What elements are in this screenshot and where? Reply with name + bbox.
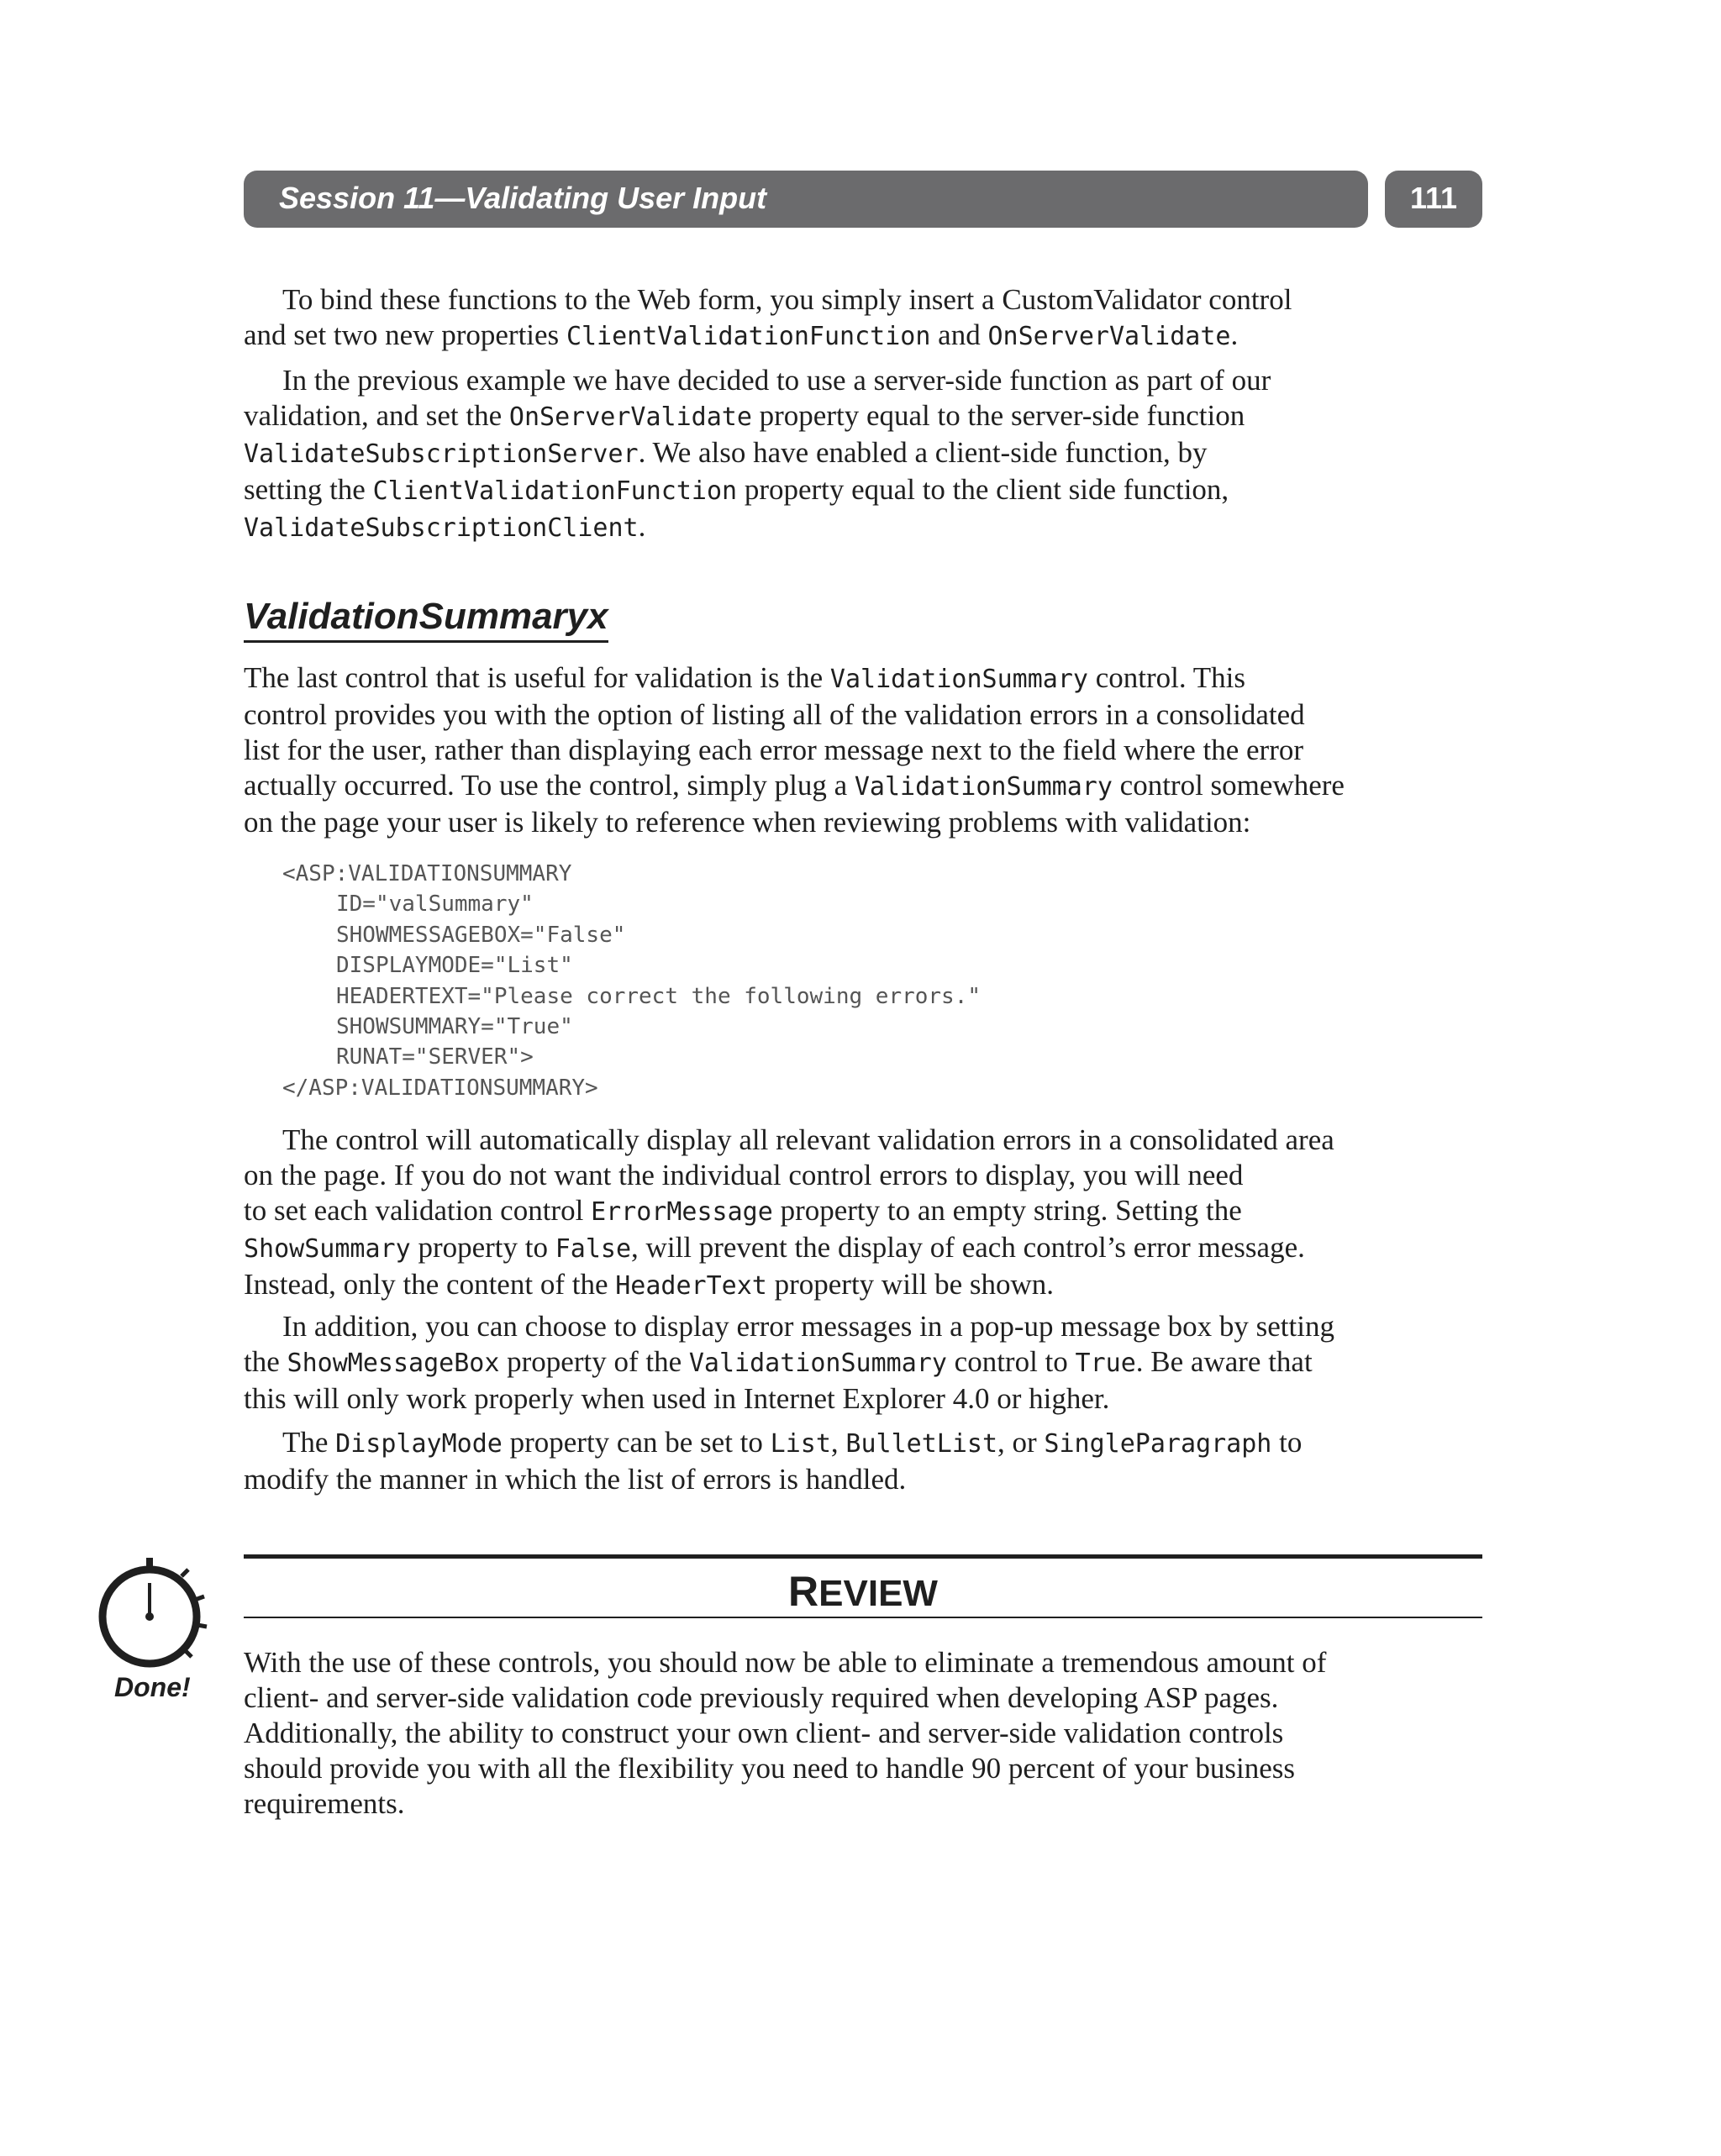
section-paragraph-1 xyxy=(244,660,1482,840)
text-line: The DisplayMode property can be set to List, BulletList, or SingleParagraph to xyxy=(282,1426,1303,1459)
code-term: List xyxy=(770,1429,831,1459)
code-term: OnServerValidate xyxy=(987,322,1231,351)
code-term: OnServerValidate xyxy=(508,402,752,432)
running-header xyxy=(244,171,1368,228)
code-term: SingleParagraph xyxy=(1044,1429,1272,1459)
text-line: Additionally, the ability to construct your own client- and server-side validation controls xyxy=(244,1717,1284,1749)
code-line: RUNAT="SERVER"> xyxy=(336,1044,534,1070)
text-line: ShowSummary property to False, will prevent the display of each control’s error message. xyxy=(244,1231,1305,1264)
code-term: ShowSummary xyxy=(244,1234,411,1264)
code-line: <ASP:VALIDATIONSUMMARY xyxy=(282,861,572,886)
code-line: DISPLAYMODE="List" xyxy=(336,953,573,979)
text-line: should provide you with all the flexibility you need to handle 90 percent of your business xyxy=(244,1752,1296,1785)
text-line: With the use of these controls, you should now be able to eliminate a tremendous amount of xyxy=(244,1646,1327,1679)
code-term: DisplayMode xyxy=(335,1429,503,1459)
text-line: setting the ClientValidationFunction property equal to the client side function, xyxy=(244,473,1229,506)
code-term: HeaderText xyxy=(615,1271,767,1301)
review-rule-bottom xyxy=(244,1617,1482,1618)
text-line: requirements. xyxy=(244,1787,405,1820)
code-line: SHOWSUMMARY="True" xyxy=(336,1014,573,1040)
section-paragraph-4 xyxy=(244,1425,1482,1497)
text-line: validation, and set the OnServerValidate property equal to the server-side function xyxy=(244,399,1245,432)
section-paragraph-3 xyxy=(244,1309,1482,1417)
code-term: ShowMessageBox xyxy=(287,1349,500,1378)
code-term: ValidationSummary xyxy=(688,1349,947,1378)
review-heading: REVIEW xyxy=(788,1568,938,1615)
code-term: ValidateSubscriptionClient xyxy=(244,513,639,543)
session-title: Session 11—Validating User Input xyxy=(279,181,767,215)
code-term: True xyxy=(1075,1349,1136,1378)
stopwatch-icon xyxy=(94,1554,212,1672)
text-line: The control will automatically display all relevant validation errors in a consolidated area xyxy=(282,1123,1334,1156)
text-line: client- and server-side validation code previously required when developing ASP pages. xyxy=(244,1681,1279,1714)
code-term: False xyxy=(555,1234,632,1264)
text-line: In addition, you can choose to display error messages in a pop-up message box by setting xyxy=(282,1310,1334,1343)
text-line: ValidateSubscriptionServer. We also have enabled a client-side function, by xyxy=(244,436,1208,469)
section-paragraph-2 xyxy=(244,1123,1482,1304)
code-term: ValidationSummary xyxy=(854,772,1113,802)
code-term: ValidateSubscriptionServer xyxy=(244,439,639,469)
page-number-box xyxy=(1385,171,1482,228)
done-label: Done! xyxy=(114,1672,191,1702)
text-line: To bind these functions to the Web form, you simply insert a CustomValidator control xyxy=(282,283,1292,316)
code-line: ID="valSummary" xyxy=(336,891,534,918)
section-heading: ValidationSummaryx xyxy=(244,595,608,643)
code-term: ClientValidationFunction xyxy=(566,322,931,351)
code-term: ClientValidationFunction xyxy=(372,476,738,506)
text-line: The last control that is useful for validation is the ValidationSummary control. This xyxy=(244,661,1245,694)
page-number: 111 xyxy=(1409,181,1458,215)
code-term: ValidationSummary xyxy=(829,665,1088,694)
text-line: list for the user, rather than displaying each error message next to the field where the error xyxy=(244,734,1304,766)
text-line: on the page. If you do not want the individual control errors to display, you will need xyxy=(244,1159,1244,1191)
code-line: SHOWMESSAGEBOX="False" xyxy=(336,922,626,948)
code-line: HEADERTEXT="Please correct the following errors." xyxy=(336,983,982,1009)
code-line: </ASP:VALIDATIONSUMMARY> xyxy=(282,1075,598,1101)
text-line: Instead, only the content of the HeaderText property will be shown. xyxy=(244,1268,1055,1301)
review-paragraph xyxy=(244,1645,1482,1822)
text-line: control provides you with the option of listing all of the validation errors in a consolidated xyxy=(244,698,1305,731)
code-term: ErrorMessage xyxy=(591,1197,773,1227)
text-line: modify the manner in which the list of errors is handled. xyxy=(244,1463,907,1496)
text-line: on the page your user is likely to reference when reviewing problems with validation: xyxy=(244,806,1251,839)
text-line: actually occurred. To use the control, simply plug a ValidationSummary control somewhere xyxy=(244,769,1345,802)
text-line: the ShowMessageBox property of the ValidationSummary control to True. Be aware that xyxy=(244,1345,1313,1378)
intro-paragraph-2 xyxy=(244,363,1482,546)
code-listing xyxy=(282,859,981,1103)
text-line: and set two new properties ClientValidationFunction and OnServerValidate. xyxy=(244,318,1239,351)
code-term: BulletList xyxy=(845,1429,998,1459)
text-line: ValidateSubscriptionClient. xyxy=(244,510,646,543)
review-rule-top xyxy=(244,1554,1482,1559)
text-line: to set each validation control ErrorMessage property to an empty string. Setting the xyxy=(244,1194,1242,1227)
text-line: In the previous example we have decided to use a server-side function as part of our xyxy=(282,364,1271,397)
intro-paragraph-1 xyxy=(244,282,1482,355)
text-line: this will only work properly when used in Internet Explorer 4.0 or higher. xyxy=(244,1382,1110,1415)
